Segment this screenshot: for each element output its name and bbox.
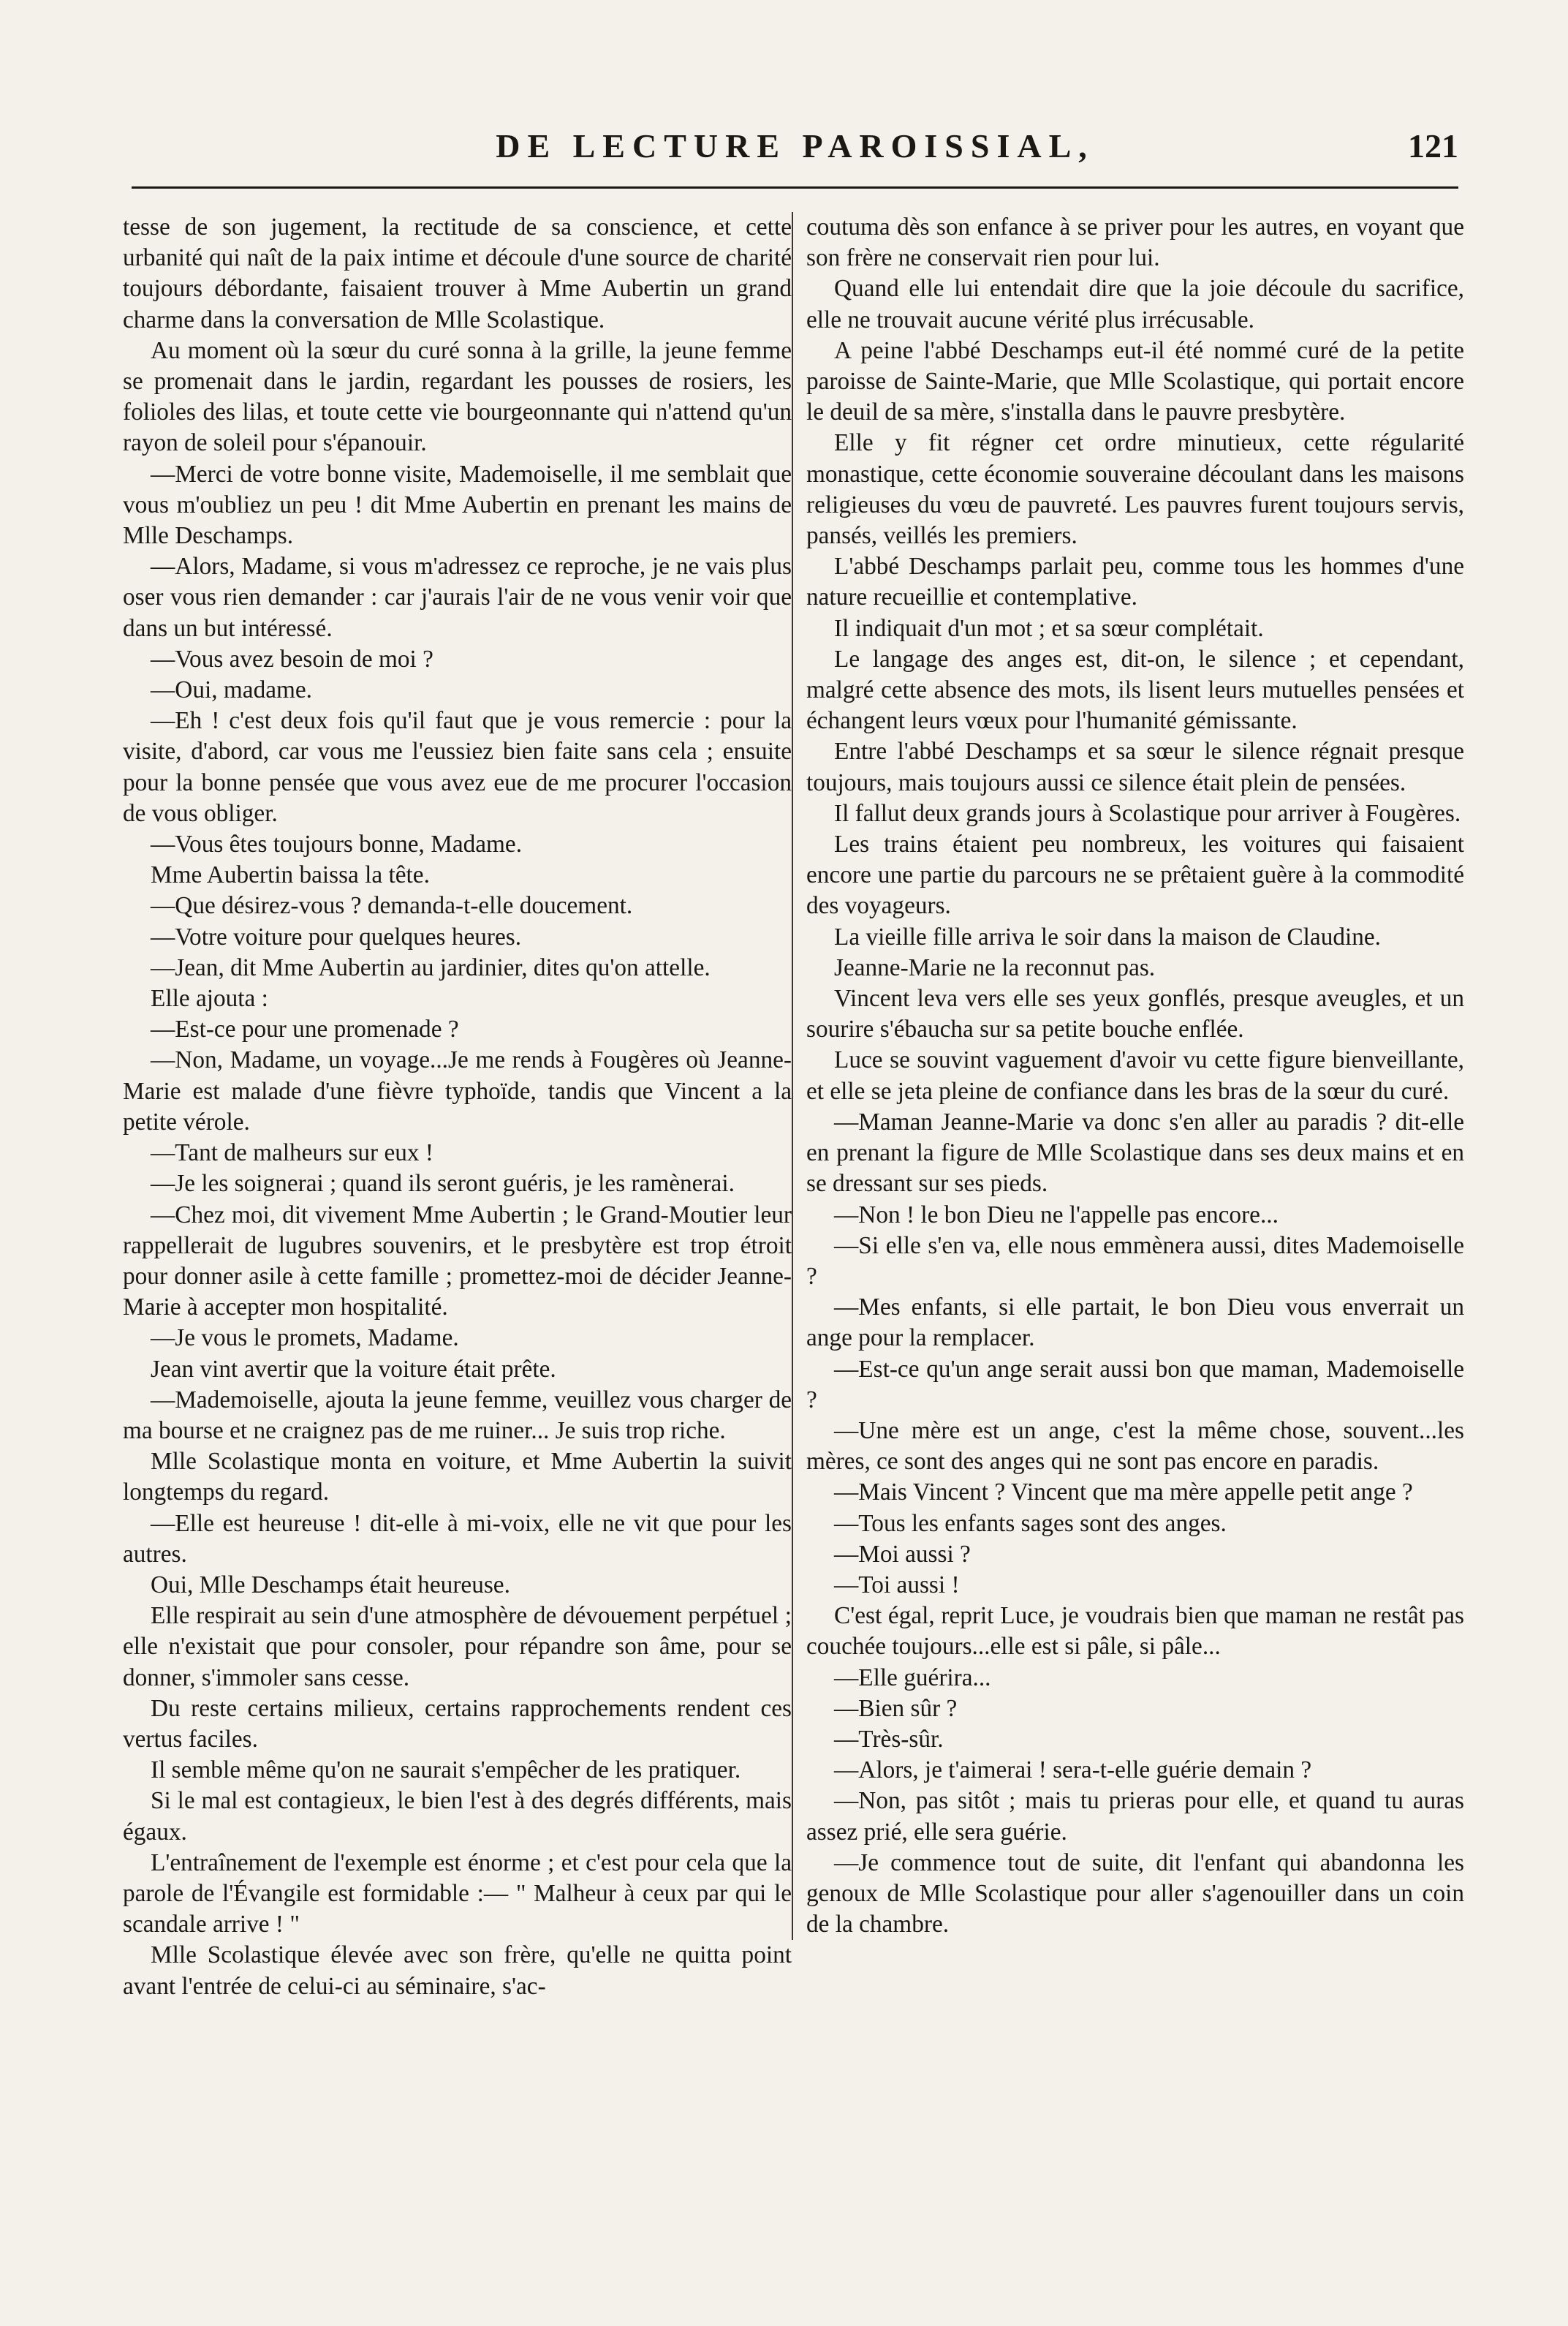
paragraph: Il indiquait d'un mot ; et sa sœur complétait. — [834, 614, 1264, 642]
paragraph: Elle respirait au sein d'une atmosphère de dévouement perpétuel ; elle n'existait que pour consoler, pour répandre son âme, pour se donner, s'immoler sans cesse. — [123, 1602, 792, 1691]
paragraph: Du reste certains milieux, certains rapprochements rendent ces vertus faciles. — [123, 1694, 792, 1753]
paragraph: —Très-sûr. — [834, 1725, 944, 1753]
paragraph: Mme Aubertin baissa la tête. — [151, 861, 430, 889]
paragraph: —Que désirez-vous ? demanda-t-elle doucement. — [151, 892, 633, 920]
paragraph: —Alors, Madame, si vous m'adressez ce reproche, je ne vais plus oser vous rien demander : car j'aurais l'air de ne vous venir voir que dans un but intéressé. — [123, 553, 792, 642]
paragraph: Quand elle lui entendait dire que la joie découle du sacrifice, elle ne trouvait aucune vérité plus irrécusable. — [806, 275, 1464, 333]
paragraph: Au moment où la sœur du curé sonna à la grille, la jeune femme se promenait dans le jardin, regardant les pousses de rosiers, les folioles des lilas, et toute cette vie bourgeonnante qui n'attend qu'un rayon de soleil pour s'épanouir. — [123, 336, 792, 457]
paragraph: Elle ajouta : — [151, 985, 268, 1013]
paragraph: —Tant de malheurs sur eux ! — [151, 1139, 433, 1167]
paragraph: —Votre voiture pour quelques heures. — [151, 923, 522, 951]
page-header — [132, 121, 1458, 189]
paragraph: —Une mère est un ange, c'est la même chose, souvent...les mères, ce sont des anges qui ne sont pas encore en paradis. — [806, 1416, 1464, 1476]
paragraph: Jeanne-Marie ne la reconnut pas. — [834, 954, 1156, 981]
paragraph: —Non, pas sitôt ; mais tu prieras pour elle, et quand tu auras assez prié, elle sera guérie. — [806, 1787, 1464, 1846]
paragraph: Oui, Mlle Deschamps était heureuse. — [151, 1571, 510, 1598]
paragraph: La vieille fille arriva le soir dans la maison de Claudine. — [834, 923, 1382, 951]
paragraph: —Vous avez besoin de moi ? — [151, 645, 433, 673]
paragraph: —Bien sûr ? — [834, 1694, 958, 1722]
paragraph: —Mais Vincent ? Vincent que ma mère appelle petit ange ? — [834, 1479, 1413, 1506]
paragraph: —Tous les enfants sages sont des anges. — [834, 1509, 1227, 1537]
paragraph: —Toi aussi ! — [834, 1571, 960, 1598]
paragraph: Vincent leva vers elle ses yeux gonflés, presque aveugles, et un sourire s'ébaucha sur sa petite bouche enflée. — [806, 985, 1464, 1043]
paragraph: —Maman Jeanne-Marie va donc s'en aller au paradis ? dit-elle en prenant la figure de Mlle Scolastique dans ses deux mains et en se dressant sur ses pieds. — [806, 1108, 1464, 1198]
paragraph: C'est égal, reprit Luce, je voudrais bien que maman ne restât pas couchée toujours...elle est si pâle, si pâle... — [806, 1602, 1464, 1661]
paragraph: —Vous êtes toujours bonne, Madame. — [151, 831, 523, 858]
paragraph: —Jean, dit Mme Aubertin au jardinier, dites qu'on attelle. — [151, 954, 711, 981]
paragraph: Elle y fit régner cet ordre minutieux, cette régularité monastique, cette économie souveraine découlant dans les maisons religieuses du vœu de pauvreté. Les pauvres furent toujours servis, pansés, veillés les premiers. — [806, 429, 1464, 550]
paragraph: —Elle est heureuse ! dit-elle à mi-voix, elle ne vit que pour les autres. — [123, 1509, 792, 1568]
paragraph: —Elle guérira... — [834, 1664, 991, 1691]
left-column — [123, 212, 792, 2002]
paragraph: —Alors, je t'aimerai ! sera-t-elle guérie demain ? — [834, 1756, 1312, 1784]
paragraph: coutuma dès son enfance à se priver pour les autres, en voyant que son frère ne conservait rien pour lui. — [806, 214, 1464, 272]
page-number: 121 — [1408, 127, 1458, 165]
paragraph: Entre l'abbé Deschamps et sa sœur le silence régnait presque toujours, mais toujours aussi ce silence était plein de pensées. — [806, 738, 1464, 796]
paragraph: tesse de son jugement, la rectitude de sa conscience, et cette urbanité qui naît de la paix intime et découle d'une source de charité toujours débordante, faisaient trouver à Mme Aubertin un grand charme dans la conversation de Mlle Scolastique. — [123, 214, 792, 333]
right-column — [792, 212, 1464, 1940]
paragraph: —Non ! le bon Dieu ne l'appelle pas encore... — [834, 1201, 1279, 1228]
paragraph: —Je les soignerai ; quand ils seront guéris, je les ramènerai. — [151, 1170, 735, 1198]
paragraph: —Eh ! c'est deux fois qu'il faut que je vous remercie : pour la visite, d'abord, car vous me l'eussiez bien faite sans cela ; ensuite pour la bonne pensée que vous avez eue de me procurer l'occasion de vous obliger. — [123, 707, 792, 827]
paragraph: —Non, Madame, un voyage...Je me rends à Fougères où Jeanne-Marie est malade d'une fièvre typhoïde, tandis que Vincent a la petite vérole. — [123, 1046, 792, 1136]
paragraph: L'abbé Deschamps parlait peu, comme tous les hommes d'une nature recueillie et contemplative. — [806, 553, 1464, 611]
paragraph: —Je commence tout de suite, dit l'enfant qui abandonna les genoux de Mlle Scolastique pour aller s'agenouiller dans un coin de la chambre. — [806, 1849, 1464, 1938]
paragraph: —Si elle s'en va, elle nous emmènera aussi, dites Mademoiselle ? — [806, 1231, 1464, 1290]
paragraph: —Moi aussi ? — [834, 1540, 971, 1568]
paragraph: —Merci de votre bonne visite, Mademoiselle, il me semblait que vous m'oubliez un peu ! dit Mme Aubertin en prenant les mains de Mlle Deschamps. — [123, 460, 792, 550]
paragraph: —Chez moi, dit vivement Mme Aubertin ; le Grand-Moutier leur rappellerait de lugubres souvenirs, et le presbytère est trop étroit pour donner asile à cette famille ; promettez-moi de décider Jeanne-Marie à accepter mon hospitalité. — [123, 1201, 792, 1321]
paragraph: —Est-ce pour une promenade ? — [151, 1016, 459, 1043]
paragraph: Jean vint avertir que la voiture était prête. — [151, 1355, 556, 1383]
paragraph: —Est-ce qu'un ange serait aussi bon que maman, Mademoiselle ? — [806, 1355, 1464, 1413]
paragraph: A peine l'abbé Deschamps eut-il été nommé curé de la petite paroisse de Sainte-Marie, que Mlle Scolastique, qui portait encore le deuil de sa mère, s'installa dans le pauvre presbytère. — [806, 336, 1464, 426]
paragraph: Mlle Scolastique monta en voiture, et Mme Aubertin la suivit longtemps du regard. — [123, 1448, 792, 1506]
paragraph: Il fallut deux grands jours à Scolastique pour arriver à Fougères. — [834, 799, 1461, 827]
paragraph: Le langage des anges est, dit-on, le silence ; et cependant, malgré cette absence des mots, ils lisent leurs mutuelles pensées et échangent leurs vœux pour l'humanité gémissante. — [806, 645, 1464, 735]
paragraph: —Mes enfants, si elle partait, le bon Dieu vous enverrait un ange pour la remplacer. — [806, 1294, 1464, 1352]
paragraph: Luce se souvint vaguement d'avoir vu cette figure bienveillante, et elle se jeta pleine de confiance dans les bras de la sœur du curé. — [806, 1046, 1464, 1105]
paragraph: —Mademoiselle, ajouta la jeune femme, veuillez vous charger de ma bourse et ne craignez pas de me ruiner... Je suis trop riche. — [123, 1386, 792, 1444]
paragraph: Il semble même qu'on ne saurait s'empêcher de les pratiquer. — [151, 1756, 741, 1784]
paragraph: Mlle Scolastique élevée avec son frère, qu'elle ne quitta point avant l'entrée de celui-ci au séminaire, s'ac- — [123, 1941, 792, 2000]
running-title: DE LECTURE PAROISSIAL, — [496, 127, 1094, 165]
paragraph: L'entraînement de l'exemple est énorme ; et c'est pour cela que la parole de l'Évangile est formidable :— " Malheur à ceux par qui le scandale arrive ! " — [123, 1849, 792, 1938]
paragraph: —Oui, madame. — [151, 676, 312, 704]
paragraph: Les trains étaient peu nombreux, les voitures qui faisaient encore une partie du parcours ne se prêtaient guère à la commodité des voyageurs. — [806, 831, 1464, 920]
paragraph: —Je vous le promets, Madame. — [151, 1324, 459, 1352]
paragraph: Si le mal est contagieux, le bien l'est à des degrés différents, mais égaux. — [123, 1787, 792, 1846]
